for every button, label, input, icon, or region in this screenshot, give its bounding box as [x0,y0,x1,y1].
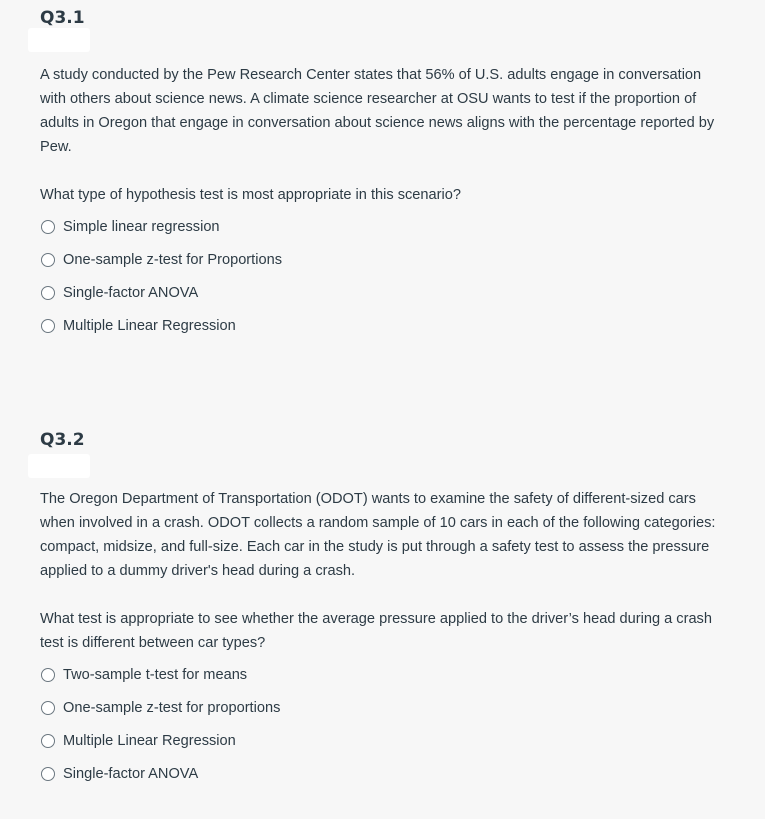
radio-button[interactable] [41,701,55,715]
answer-option[interactable] [40,243,282,276]
question-instruction: What type of hypothesis test is most appropriate in this scenario? [40,187,461,203]
radio-button[interactable] [41,668,55,682]
redacted-points-box [28,28,90,52]
answer-options [40,658,280,790]
question-title: Q3.1 [40,8,85,28]
answer-label[interactable]: Simple linear regression [63,218,220,235]
answer-option[interactable] [40,658,280,691]
answer-label[interactable]: Single-factor ANOVA [63,765,199,782]
radio-button[interactable] [41,734,55,748]
radio-button[interactable] [41,220,55,234]
question-prompt: The Oregon Department of Transportation (ODOT) wants to examine the safety of different-sized cars when involved in a crash. ODOT collects a random sample of 10 cars in each of the following categories: compact, midsize, and full-size. Each car in the study is put through a safety test to assess the pressure applied to a dummy driver's head during a crash. [40,491,716,579]
answer-option[interactable] [40,309,282,342]
radio-button[interactable] [41,319,55,333]
answer-label[interactable]: One-sample z-test for proportions [63,699,281,716]
redacted-points-box [28,454,90,478]
radio-button[interactable] [41,286,55,300]
answer-label[interactable]: Multiple Linear Regression [63,732,236,749]
question-instruction: What test is appropriate to see whether the average pressure applied to the driver’s head during a crash test is different between car types? [40,611,712,651]
answer-option[interactable] [40,757,280,790]
answer-label[interactable]: Two-sample t-test for means [63,666,248,683]
answer-option[interactable] [40,691,280,724]
answer-label[interactable]: One-sample z-test for Proportions [63,251,282,268]
answer-option[interactable] [40,276,282,309]
answer-label[interactable]: Multiple Linear Regression [63,317,236,334]
answer-option[interactable] [40,724,280,757]
answer-label[interactable]: Single-factor ANOVA [63,284,199,301]
question-prompt: A study conducted by the Pew Research Center states that 56% of U.S. adults engage in conversation with others about science news. A climate science researcher at OSU wants to test if the proportion of adults in Oregon that engage in conversation about science news aligns with the percentage reported by Pew. [40,67,715,155]
answer-options [40,210,282,342]
radio-button[interactable] [41,253,55,267]
answer-option[interactable] [40,210,282,243]
question-title: Q3.2 [40,430,85,450]
radio-button[interactable] [41,767,55,781]
